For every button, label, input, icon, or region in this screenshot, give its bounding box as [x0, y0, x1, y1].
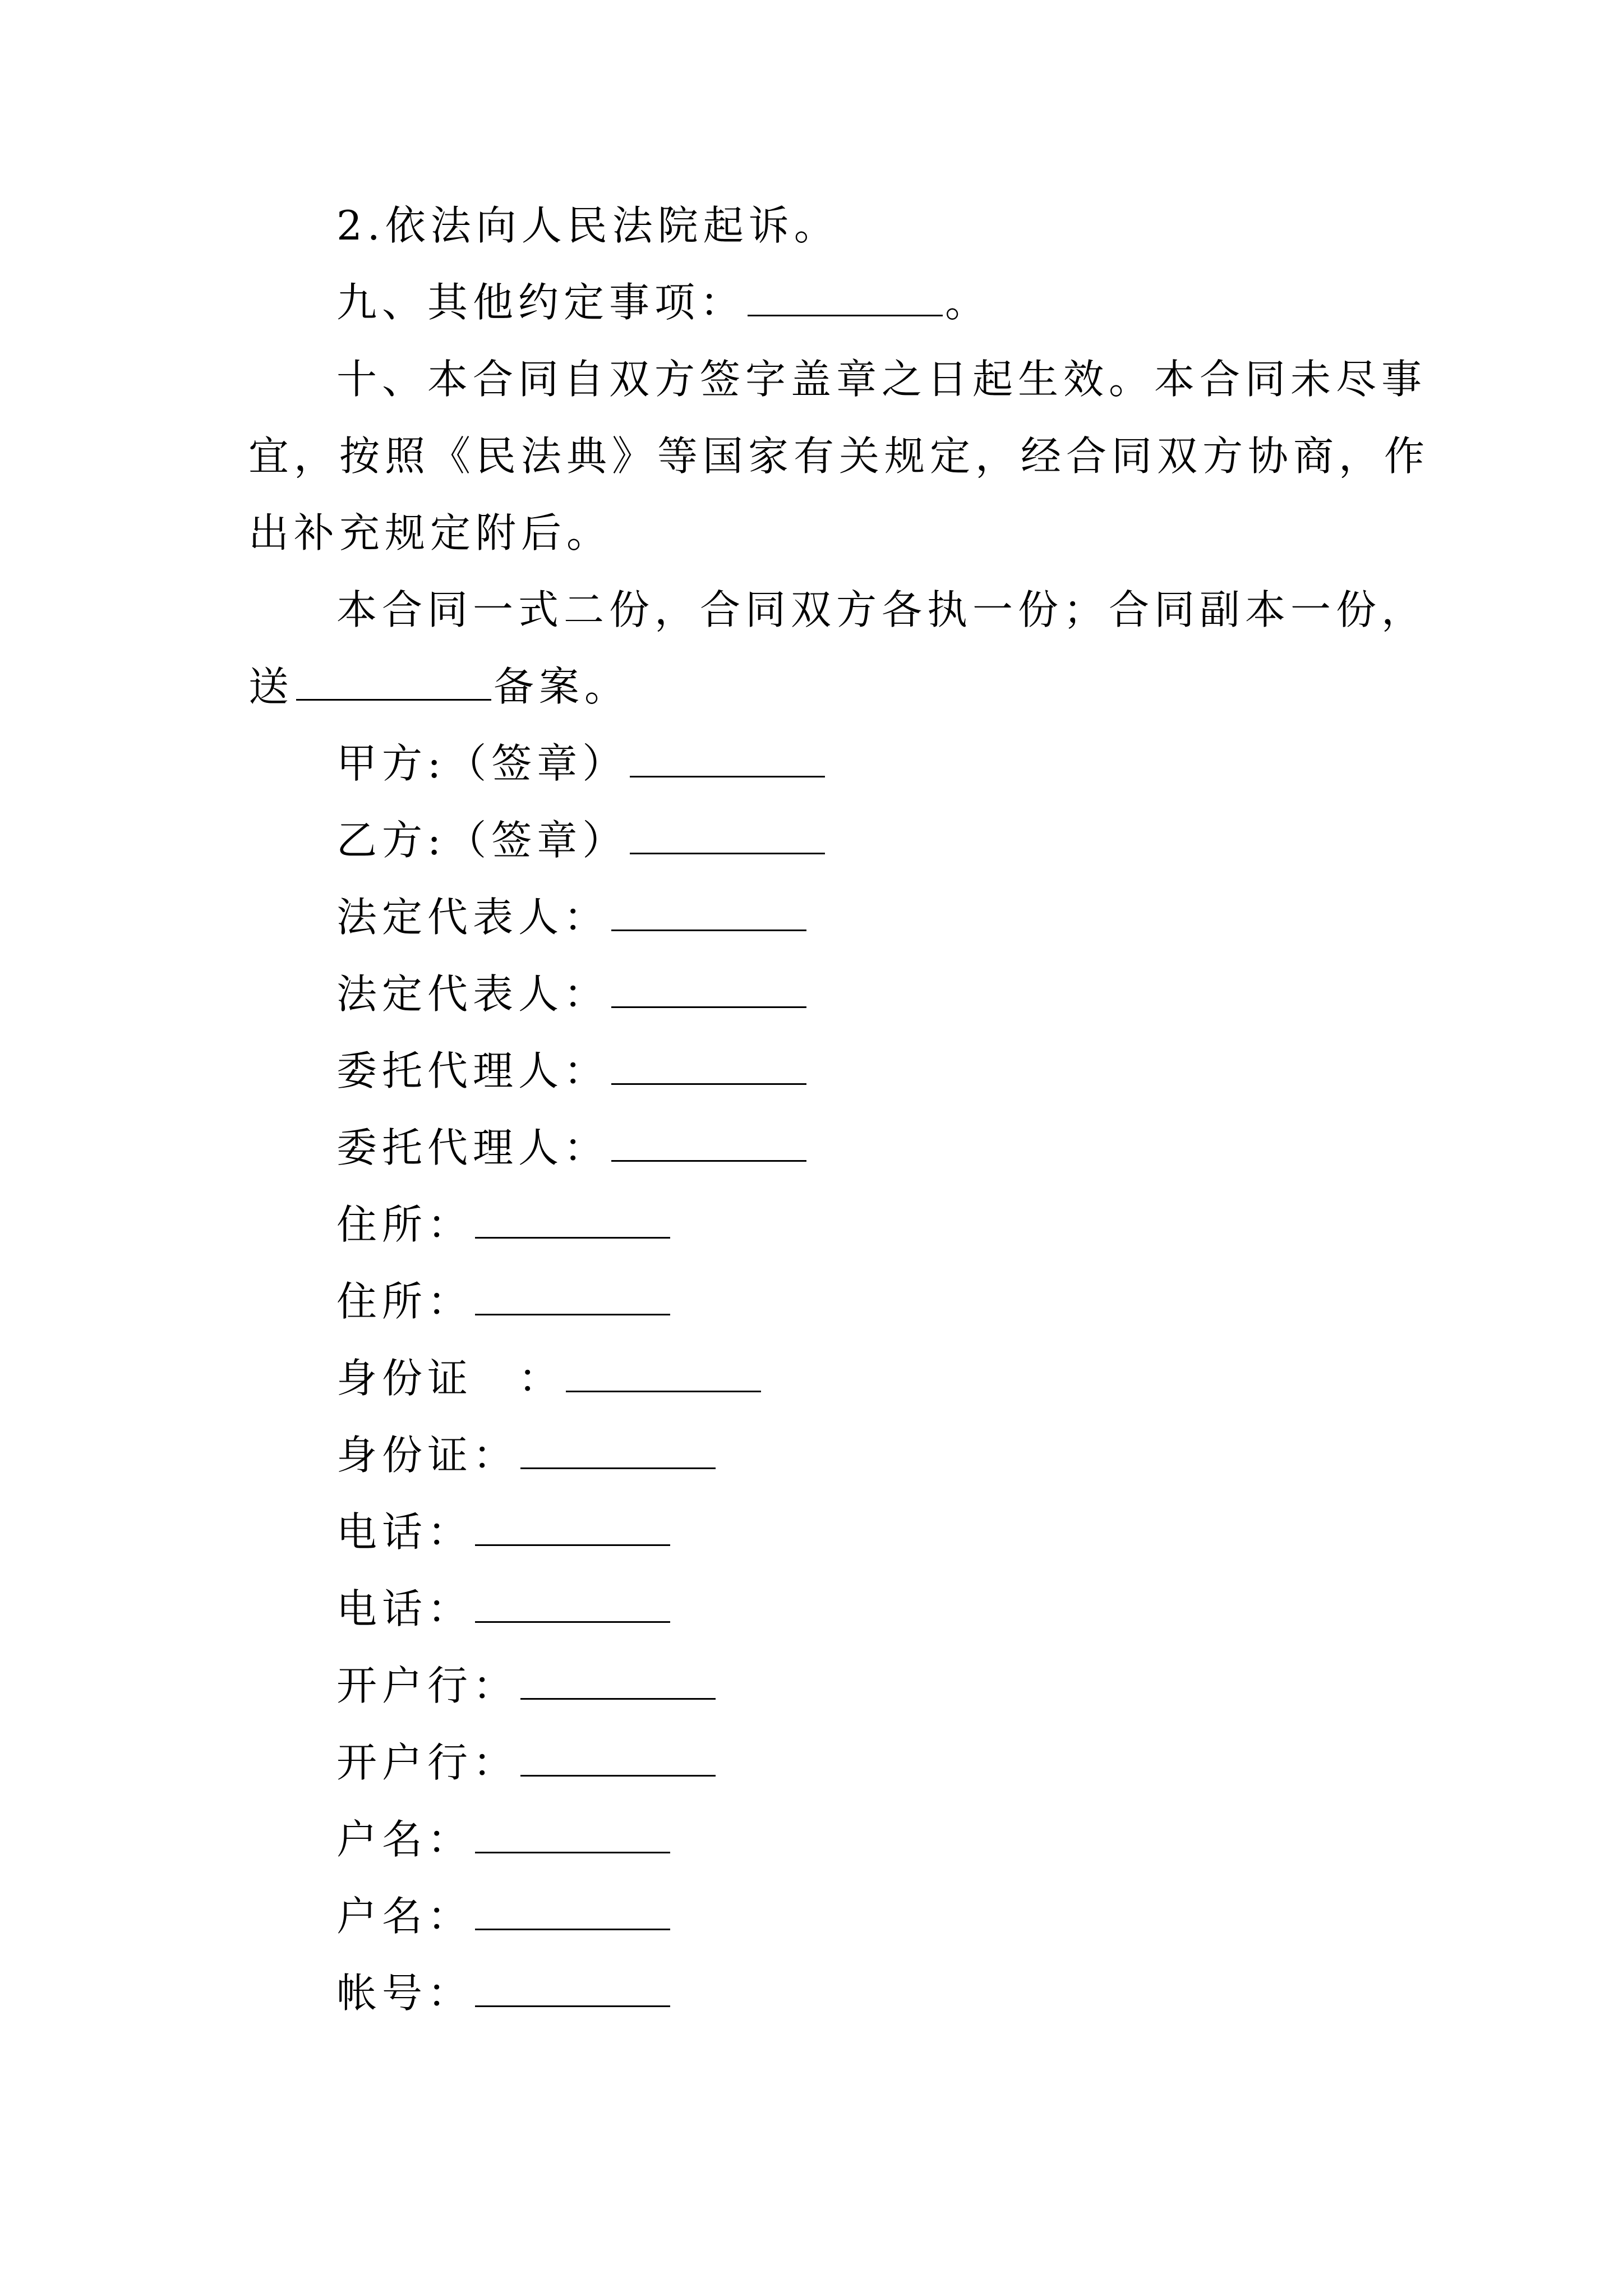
signature-field-bank — [336, 1660, 718, 1711]
copies-prefix: 送 — [248, 663, 294, 710]
paragraph-effect-line-3 — [248, 508, 612, 558]
lawsuit-text: 2.依法向人民法院起诉。 — [336, 202, 840, 249]
signature-field-account-name — [336, 1814, 672, 1865]
field-label: 乙方:（签章） — [336, 817, 628, 864]
fill-blank[interactable] — [611, 1126, 806, 1162]
signature-field-party-a — [336, 738, 827, 789]
signature-field-id-card — [336, 1353, 763, 1404]
signature-field-agent — [336, 1122, 809, 1173]
copies-suffix: 备案。 — [494, 663, 630, 710]
fill-blank[interactable] — [566, 1357, 761, 1392]
paragraph-effect-line-2 — [248, 431, 1430, 481]
fill-blank[interactable] — [296, 665, 491, 701]
field-label: 委托代理人： — [336, 1124, 610, 1171]
other-matters-end: 。 — [945, 279, 991, 326]
fill-blank[interactable] — [520, 1664, 716, 1700]
field-label: 身份证： — [336, 1432, 519, 1479]
signature-field-bank — [336, 1737, 718, 1788]
field-label: 开户行： — [336, 1739, 519, 1786]
paragraph-copies-line-1 — [336, 585, 1427, 635]
fill-blank[interactable] — [475, 1203, 670, 1239]
field-label: 户名： — [336, 1893, 473, 1940]
field-label: 身份证 ： — [336, 1355, 564, 1402]
fill-blank[interactable] — [630, 819, 825, 854]
effect-text-3: 出补充规定附后。 — [248, 509, 612, 556]
field-label: 户名： — [336, 1816, 473, 1863]
field-label: 委托代理人： — [336, 1047, 610, 1094]
signature-field-legal-rep — [336, 892, 809, 942]
fill-blank[interactable] — [475, 1511, 670, 1546]
fill-blank[interactable] — [520, 1741, 716, 1777]
signature-field-phone — [336, 1584, 672, 1634]
signature-field-id-card — [336, 1430, 718, 1480]
signature-field-agent — [336, 1046, 809, 1096]
effect-text-2: 宜，按照《民法典》等国家有关规定，经合同双方协商，作 — [248, 432, 1430, 480]
fill-blank[interactable] — [475, 1280, 670, 1315]
fill-blank[interactable] — [475, 1588, 670, 1623]
fill-blank[interactable] — [520, 1434, 716, 1469]
paragraph-copies-line-2 — [248, 661, 630, 712]
field-label: 电话： — [336, 1508, 473, 1556]
field-label: 法定代表人： — [336, 970, 610, 1018]
signature-field-phone — [336, 1507, 672, 1557]
fill-blank[interactable] — [475, 1972, 670, 2007]
effect-text-1: 十、本合同自双方签字盖章之日起生效。本合同未尽事 — [336, 356, 1427, 403]
paragraph-effect-line-1 — [336, 354, 1427, 404]
fill-blank[interactable] — [630, 742, 825, 777]
field-label: 甲方:（签章） — [336, 740, 628, 787]
field-label: 电话： — [336, 1585, 473, 1632]
signature-field-account-number — [336, 1968, 672, 2018]
fill-blank[interactable] — [748, 281, 943, 316]
paragraph-other-matters — [336, 277, 990, 328]
signature-field-address — [336, 1276, 672, 1327]
signature-field-legal-rep — [336, 969, 809, 1019]
field-label: 住所： — [336, 1278, 473, 1325]
fill-blank[interactable] — [475, 1895, 670, 1930]
fill-blank[interactable] — [611, 1050, 806, 1085]
signature-field-party-b — [336, 815, 827, 866]
field-label: 开户行： — [336, 1662, 519, 1709]
field-label: 法定代表人： — [336, 894, 610, 941]
other-matters-label: 九、其他约定事项： — [336, 279, 746, 326]
fill-blank[interactable] — [475, 1818, 670, 1853]
signature-field-account-name — [336, 1891, 672, 1941]
fill-blank[interactable] — [611, 973, 806, 1008]
copies-text-1: 本合同一式二份，合同双方各执一份；合同副本一份， — [336, 586, 1427, 633]
signature-field-address — [336, 1199, 672, 1250]
paragraph-lawsuit — [336, 200, 840, 251]
field-label: 住所： — [336, 1201, 473, 1248]
field-label: 帐号： — [336, 1970, 473, 2017]
fill-blank[interactable] — [611, 896, 806, 931]
